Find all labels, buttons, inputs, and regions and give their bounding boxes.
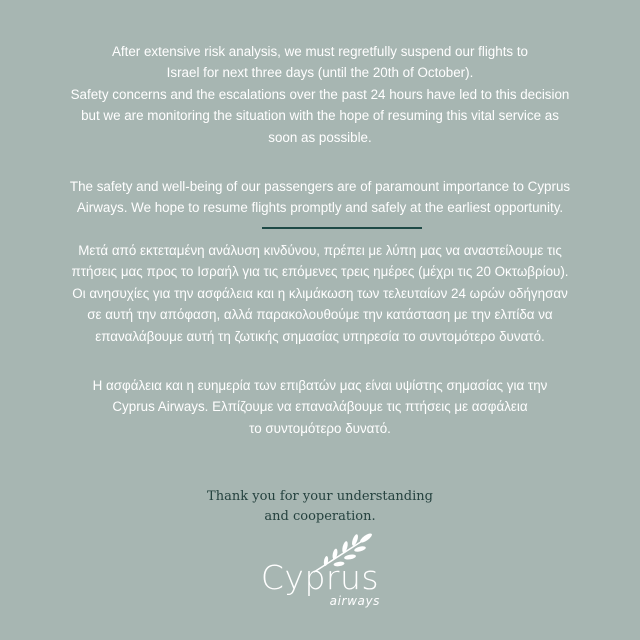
text-line: After extensive risk analysis, we must regretfully suspend our flights to — [111, 44, 529, 59]
text-line: Μετά από εκτεταμένη ανάλυση κινδύνου, πρέπει με λύπη μας να αναστείλουμε τις — [78, 243, 562, 258]
text-line: and cooperation. — [264, 509, 376, 524]
brand-tagline: airways — [329, 594, 380, 608]
cyprus-airways-logo — [240, 530, 400, 610]
text-line: Airways. We hope to resume flights promptly and safely at the earliest opportunity. — [76, 200, 564, 216]
english-paragraph-safety — [20, 176, 620, 219]
text-line: Cyprus Airways. Ελπίζουμε να επαναλάβουμε τις πτήσεις με ασφάλεια — [112, 399, 528, 415]
text-line: soon as possible. — [268, 129, 372, 145]
brand-name: Cyprus — [260, 558, 380, 597]
section-divider — [262, 227, 422, 229]
text-line: Safety concerns and the escalations over the past 24 hours have led to this decision — [70, 86, 570, 102]
greek-paragraph-safety — [20, 375, 620, 439]
text-line: but we are monitoring the situation with the hope of resuming this vital service as — [81, 108, 559, 124]
text-line: το συντομότερο δυνατό. — [249, 420, 391, 436]
text-line: The safety and well-being of our passengers are of paramount importance to Cyprus — [69, 179, 571, 194]
text-line: Thank you for your understanding — [207, 489, 433, 504]
english-paragraph-suspension — [20, 41, 620, 148]
text-line: πτήσεις μας προς το Ισραήλ για τις επόμενες τρεις ημέρες (μέχρι τις 20 Οκτωβρίου). — [71, 264, 569, 280]
text-line: Israel for next three days (until the 20th of October). — [166, 65, 474, 81]
text-line: σε αυτή την απόφαση, αλλά παρακολουθούμε την κατάσταση με την ελπίδα να — [87, 307, 553, 323]
thank-you-message — [120, 487, 520, 527]
greek-paragraph-suspension — [20, 240, 620, 347]
text-line: Η ασφάλεια και η ευημερία των επιβατών μας είναι υψίστης σημασίας για την — [92, 378, 548, 393]
text-line: Οι ανησυχίες για την ασφάλεια και η κλιμάκωση των τελευταίων 24 ωρών οδήγησαν — [72, 285, 568, 301]
text-line: επαναλάβουμε αυτή τη ζωτικής σημασίας υπηρεσία το συντομότερο δυνατό. — [95, 328, 545, 344]
